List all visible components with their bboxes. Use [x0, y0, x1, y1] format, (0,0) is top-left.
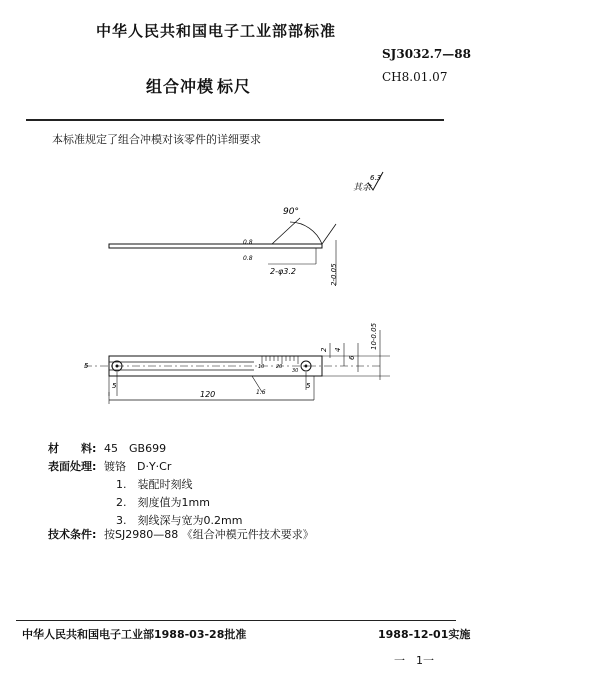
surface-value: 镀铬 D·Y·Cr [104, 460, 172, 473]
thickness-dimension: 2-0.05 [330, 263, 338, 286]
left-height-dimension: 5 [84, 362, 89, 370]
header-rule [26, 119, 444, 121]
intro-text: 本标准规定了组合冲模对该零件的详细要求 [52, 133, 261, 146]
side-view [109, 207, 338, 286]
roughness-label: 其余 [353, 183, 372, 193]
classification-code: CH8.01.07 [382, 70, 448, 84]
document-title: 组合冲模 [146, 77, 215, 96]
tech-conditions-value: 按SJ2980—88 《组合冲模元件技术要求》 [104, 528, 314, 541]
surface-label: 表面处理: [48, 460, 97, 473]
part-drawing [0, 150, 600, 420]
dimension-2: 2 [320, 347, 328, 352]
standard-number: SJ3032.7—88 [382, 47, 471, 61]
plan-roughness: 1.6 [256, 389, 266, 396]
scale-mark-30: 30 [292, 368, 299, 374]
document-title-part: 标尺 [217, 77, 252, 96]
length-dimension: 120 [200, 390, 216, 399]
issuing-organization: 中华人民共和国电子工业部部标准 [96, 22, 337, 40]
side-roughness-b: 0.8 [243, 255, 253, 262]
left-hole-offset: 5 [112, 382, 117, 390]
right-hole-offset: 5 [306, 382, 311, 390]
scale-mark-10: 10 [258, 364, 265, 370]
effective-date: 1988-12-01实施 [378, 628, 471, 641]
scale-mark-20: 20 [276, 364, 283, 370]
footer-rule [16, 620, 456, 621]
note-item: 1. 装配时刻线 [116, 478, 193, 491]
page-number: 一 1一 [394, 654, 434, 667]
side-roughness-a: 0.8 [243, 239, 253, 246]
plan-view [84, 322, 390, 404]
note-item: 3. 刻线深与宽为0.2mm [116, 514, 243, 527]
tech-conditions-label: 技术条件: [48, 528, 97, 541]
approval-date: 中华人民共和国电子工业部1988-03-28批准 [22, 628, 247, 641]
roughness-value: 6.3 [370, 174, 382, 182]
dimension-6: 6 [348, 355, 356, 360]
material-value: 45 GB699 [104, 442, 167, 455]
angle-dimension: 90° [283, 207, 299, 217]
height-dimension: 10-0.05 [370, 322, 378, 350]
hole-spec: 2-φ3.2 [270, 267, 296, 276]
dimension-4: 4 [334, 347, 342, 352]
note-item: 2. 刻度值为1mm [116, 496, 210, 509]
material-label: 材 料: [48, 442, 97, 455]
